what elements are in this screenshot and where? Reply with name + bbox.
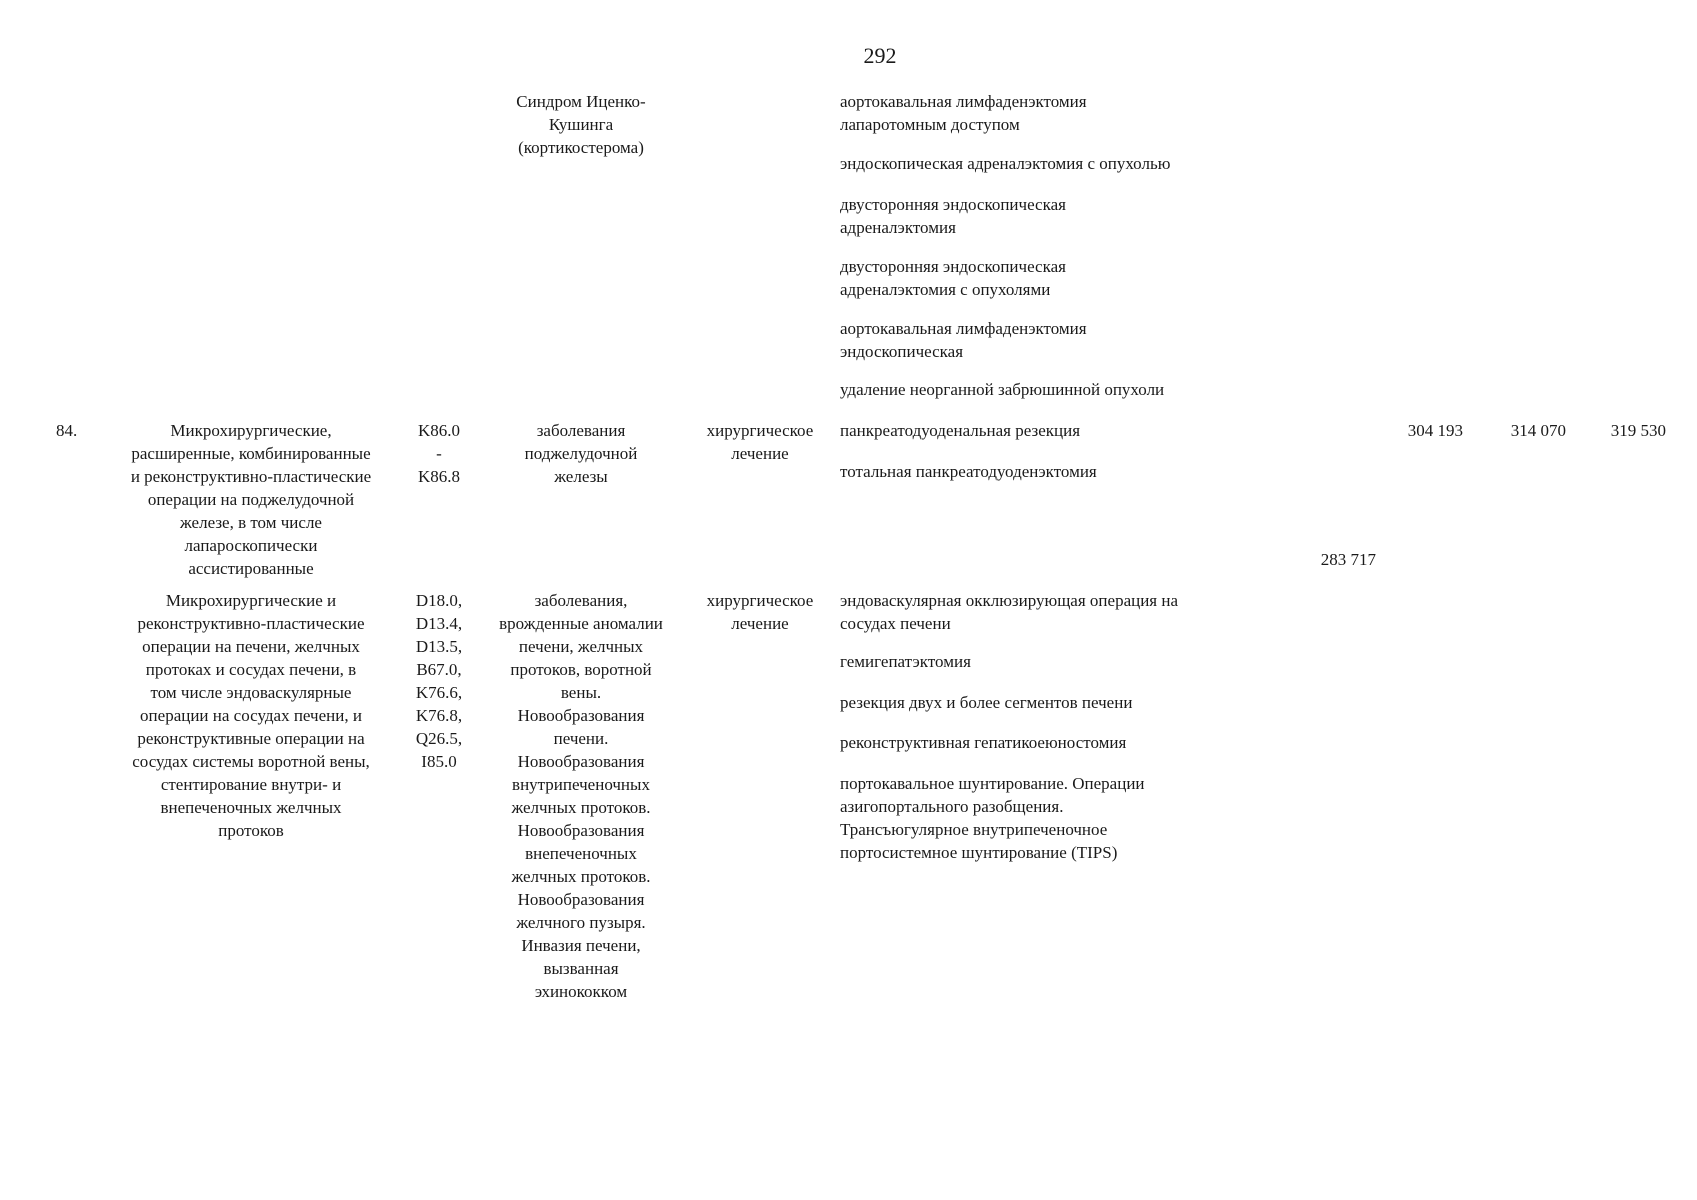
row84-treatment-type: хирургическое лечение <box>706 421 814 463</box>
row84-icd-codes: K86.0 - K86.8 <box>417 421 461 486</box>
page-number: 292 <box>863 43 897 68</box>
liver-icd-codes: D18.0, D13.4, D13.5, B67.0, K76.6, K76.8, Q26.5, I85.0 <box>415 591 463 771</box>
row84-cost-base: 283 717 <box>1320 550 1376 569</box>
liver-method-5: портокавальное шунтирование. Операции азигопортального разобщения. Трансъюгулярное внутрипеченочное портосистемное шунтирование (TIPS) <box>840 774 1145 862</box>
row84-cost-2: 314 070 <box>1510 421 1566 440</box>
row84-cost-1: 304 193 <box>1407 421 1463 440</box>
top-method-4: двусторонняя эндоскопическая адреналэктомия с опухолями <box>840 257 1066 299</box>
liver-disease-model: заболевания, врожденные аномалии печени, желчных протоков, воротной вены. Новообразования печени. Новообразования внутрипеченочных желчных протоков. Новообразования внепеченочных желчных протоков. Новообразования желчного пузыря. Инвазия печени, вызванная эхинококком <box>499 591 663 1001</box>
liver-treatment-type: хирургическое лечение <box>706 591 814 633</box>
liver-method-3: резекция двух и более сегментов печени <box>840 693 1133 712</box>
top-method-2: эндоскопическая адреналэктомия с опухолью <box>840 154 1171 173</box>
top-method-3: двусторонняя эндоскопическая адреналэктомия <box>840 195 1066 237</box>
top-method-6: удаление неорганной забрюшинной опухоли <box>840 380 1165 399</box>
liver-method-2: гемигепатэктомия <box>840 652 971 671</box>
liver-method-4: реконструктивная гепатикоеюностомия <box>840 733 1127 752</box>
top-disease-model: Синдром Иценко- Кушинга (кортикостерома) <box>516 92 646 157</box>
top-method-1: аортокавальная лимфаденэктомия лапаротомным доступом <box>840 92 1087 134</box>
liver-care-name: Микрохирургические и реконструктивно-пластические операции на печени, желчных протоках и сосудах печени, в том числе эндоваскулярные операции на сосудах печени, и реконструктивные операции на сосудах системы воротной вены, стентирование внутри- и внепеченочных желчных протоков <box>132 591 370 840</box>
row84-cost-3: 319 530 <box>1610 421 1666 440</box>
row84-method-1: панкреатодуоденальная резекция <box>840 421 1081 440</box>
top-method-5: аортокавальная лимфаденэктомия эндоскопическая <box>840 319 1087 361</box>
liver-method-1: эндоваскулярная окклюзирующая операция на сосудах печени <box>840 591 1179 633</box>
row84-care-name: Микрохирургические, расширенные, комбинированные и реконструктивно-пластические операции на поджелудочной железе, в том числе лапароскопически ассистированные <box>130 421 372 578</box>
row84-method-2: тотальная панкреатодуоденэктомия <box>840 462 1097 481</box>
row-number: 84. <box>56 421 78 440</box>
row84-disease-model: заболевания поджелудочной железы <box>524 421 638 486</box>
